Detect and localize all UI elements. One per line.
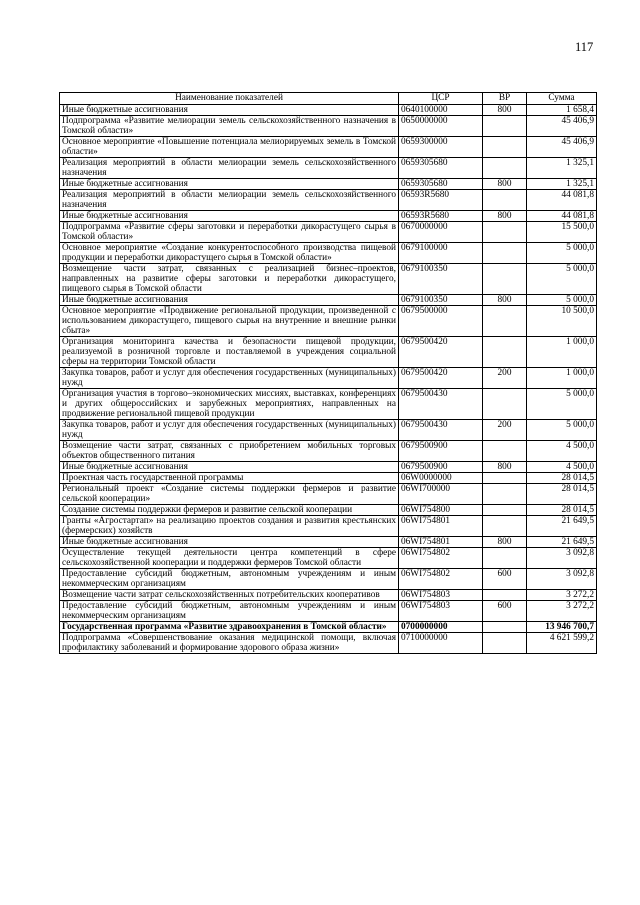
row-sum: 3 272,2 [527,590,597,601]
row-sum: 44 081,8 [527,190,597,211]
table-row [60,105,597,116]
row-vr [483,116,527,137]
row-vr [483,243,527,264]
row-vr [483,505,527,516]
row-name: Региональный проект «Создание системы поддержки фермеров и развитие сельской кооперации» [60,484,399,505]
row-vr [483,633,527,654]
table-row [60,222,597,243]
table-row [60,116,597,137]
row-vr: 800 [483,462,527,473]
row-csr: 0659305680 [399,158,483,179]
row-name: Иные бюджетные ассигнования [60,295,399,306]
row-name: Иные бюджетные ассигнования [60,537,399,548]
row-vr: 800 [483,295,527,306]
row-csr: 0670000000 [399,222,483,243]
table-row [60,441,597,462]
row-csr: 0679500430 [399,389,483,420]
row-name: Государственная программа «Развитие здравоохранения в Томской области» [60,622,399,633]
page-number: 117 [575,40,594,54]
table-row [60,484,597,505]
row-vr [483,306,527,337]
row-csr: 0700000000 [399,622,483,633]
row-csr: 06593R5680 [399,211,483,222]
row-vr: 800 [483,179,527,190]
row-name: Подпрограмма «Совершенствование оказания медицинской помощи, включая профилактику заболеваний и формирование здорового образа жизни» [60,633,399,654]
table-row [60,462,597,473]
row-sum: 44 081,8 [527,211,597,222]
row-sum: 5 000,0 [527,389,597,420]
row-name: Основное мероприятие «Повышение потенциала мелиорируемых земель в Томской области» [60,137,399,158]
row-sum: 10 500,0 [527,306,597,337]
table-header-row [60,93,597,105]
row-vr: 600 [483,569,527,590]
row-sum: 1 658,4 [527,105,597,116]
row-csr: 06WI754803 [399,601,483,622]
row-vr: 200 [483,420,527,441]
row-vr [483,473,527,484]
row-vr: 800 [483,211,527,222]
row-vr [483,590,527,601]
row-name: Закупка товаров, работ и услуг для обеспечения государственных (муниципальных) нужд [60,420,399,441]
budget-table [59,92,597,654]
row-name: Проектная часть государственной программы [60,473,399,484]
table-row [60,368,597,389]
row-name: Возмещение части затрат сельскохозяйственных потребительских кооперативов [60,590,399,601]
row-name: Основное мероприятие «Создание конкурентоспособного производства пищевой продукции и переработки дикорастущего сырья в Томской области» [60,243,399,264]
row-csr: 0679500900 [399,462,483,473]
row-vr: 600 [483,601,527,622]
table-row [60,537,597,548]
row-vr [483,622,527,633]
row-vr [483,137,527,158]
row-name: Подпрограмма «Развитие мелиорации земель сельскохозяйственного назначения в Томской области» [60,116,399,137]
table-row [60,306,597,337]
table-row [60,420,597,441]
row-csr: 06WI754803 [399,590,483,601]
table-row [60,601,597,622]
row-name: Гранты «Агростартап» на реализацию проектов создания и развития крестьянских (фермерских) хозяйств [60,516,399,537]
table-row [60,264,597,295]
row-sum: 45 406,9 [527,137,597,158]
row-sum: 3 092,8 [527,569,597,590]
table-row [60,389,597,420]
row-name: Создание системы поддержки фермеров и развитие сельской кооперации [60,505,399,516]
table-row [60,295,597,306]
row-csr: 06WI754802 [399,548,483,569]
row-name: Иные бюджетные ассигнования [60,211,399,222]
row-csr: 0679100350 [399,264,483,295]
row-vr [483,337,527,368]
header-csr: ЦСР [399,93,483,105]
row-vr [483,389,527,420]
row-sum: 3 092,8 [527,548,597,569]
row-name: Возмещение части затрат, связанных с реализацией бизнес–проектов, направленных на развитие сферы заготовки и переработки дикорастущего, пищевого сырья в Томской области [60,264,399,295]
row-sum: 3 272,2 [527,601,597,622]
table-row [60,211,597,222]
row-csr: 0679500420 [399,337,483,368]
row-name: Предоставление субсидий бюджетным, автономным учреждениям и иным некоммерческим организациям [60,569,399,590]
row-sum: 1 325,1 [527,158,597,179]
table-row [60,505,597,516]
header-vr: ВР [483,93,527,105]
row-name: Предоставление субсидий бюджетным, автономным учреждениям и иным некоммерческим организациям [60,601,399,622]
row-sum: 1 000,0 [527,337,597,368]
row-csr: 0679500430 [399,420,483,441]
table-row [60,137,597,158]
row-csr: 06W0000000 [399,473,483,484]
row-vr [483,158,527,179]
row-csr: 06593R5680 [399,190,483,211]
table-row [60,243,597,264]
row-name: Осуществление текущей деятельности центра компетенций в сфере сельскохозяйственной кооперации и поддержки фермеров Томской области [60,548,399,569]
table-row [60,190,597,211]
row-vr: 200 [483,368,527,389]
row-name: Основное мероприятие «Продвижение региональной продукции, произведенной с использованием дикорастущего, пищевого сырья на внутренние и внешние рынки сбыта» [60,306,399,337]
row-vr [483,264,527,295]
row-sum: 5 000,0 [527,295,597,306]
row-sum: 45 406,9 [527,116,597,137]
table-row [60,622,597,633]
table-row [60,590,597,601]
row-vr [483,548,527,569]
row-vr [483,516,527,537]
row-csr: 06WI754800 [399,505,483,516]
row-name: Закупка товаров, работ и услуг для обеспечения государственных (муниципальных) нужд [60,368,399,389]
row-name: Организация участия в торгово–экономических миссиях, выставках, конференциях и других общероссийских и зарубежных мероприятиях, направленных на продвижение региональной пищевой продукции [60,389,399,420]
row-sum: 13 946 700,7 [527,622,597,633]
row-vr [483,190,527,211]
row-vr [483,441,527,462]
row-sum: 28 014,5 [527,484,597,505]
row-vr: 800 [483,105,527,116]
row-sum: 5 000,0 [527,243,597,264]
row-csr: 0679500900 [399,441,483,462]
row-name: Реализация мероприятий в области мелиорации земель сельскохозяйственного назначения [60,158,399,179]
row-sum: 1 000,0 [527,368,597,389]
row-csr: 06WI754802 [399,569,483,590]
row-csr: 0659305680 [399,179,483,190]
row-sum: 5 000,0 [527,420,597,441]
table-row [60,337,597,368]
row-sum: 21 649,5 [527,516,597,537]
row-csr: 0679500420 [399,368,483,389]
header-sum: Сумма [527,93,597,105]
row-csr: 06WI754801 [399,516,483,537]
table-row [60,548,597,569]
row-name: Иные бюджетные ассигнования [60,105,399,116]
row-sum: 4 500,0 [527,462,597,473]
row-name: Подпрограмма «Развитие сферы заготовки и переработки дикорастущего сырья в Томской области» [60,222,399,243]
table-row [60,633,597,654]
row-csr: 0679500000 [399,306,483,337]
row-name: Организация мониторинга качества и безопасности пищевой продукции, реализуемой в розничной торговле и поставляемой в учреждения социальной сферы на территории Томской области [60,337,399,368]
header-name: Наименование показателей [60,93,399,105]
row-name: Реализация мероприятий в области мелиорации земель сельскохозяйственного назначения [60,190,399,211]
row-sum: 28 014,5 [527,473,597,484]
table-row [60,473,597,484]
row-csr: 0650000000 [399,116,483,137]
row-sum: 28 014,5 [527,505,597,516]
row-sum: 21 649,5 [527,537,597,548]
table-row [60,158,597,179]
row-name: Иные бюджетные ассигнования [60,179,399,190]
row-csr: 06WI754801 [399,537,483,548]
row-sum: 4 621 599,2 [527,633,597,654]
row-vr [483,484,527,505]
row-name: Иные бюджетные ассигнования [60,462,399,473]
row-vr: 800 [483,537,527,548]
row-name: Возмещение части затрат, связанных с приобретением мобильных торговых объектов общественного питания [60,441,399,462]
row-sum: 4 500,0 [527,441,597,462]
row-csr: 0679100000 [399,243,483,264]
row-csr: 0640100000 [399,105,483,116]
row-csr: 0679100350 [399,295,483,306]
row-vr [483,222,527,243]
row-csr: 0710000000 [399,633,483,654]
table-row [60,179,597,190]
row-sum: 5 000,0 [527,264,597,295]
row-csr: 0659300000 [399,137,483,158]
table-row [60,569,597,590]
row-sum: 1 325,1 [527,179,597,190]
table-row [60,516,597,537]
row-sum: 15 500,0 [527,222,597,243]
row-csr: 06WI700000 [399,484,483,505]
